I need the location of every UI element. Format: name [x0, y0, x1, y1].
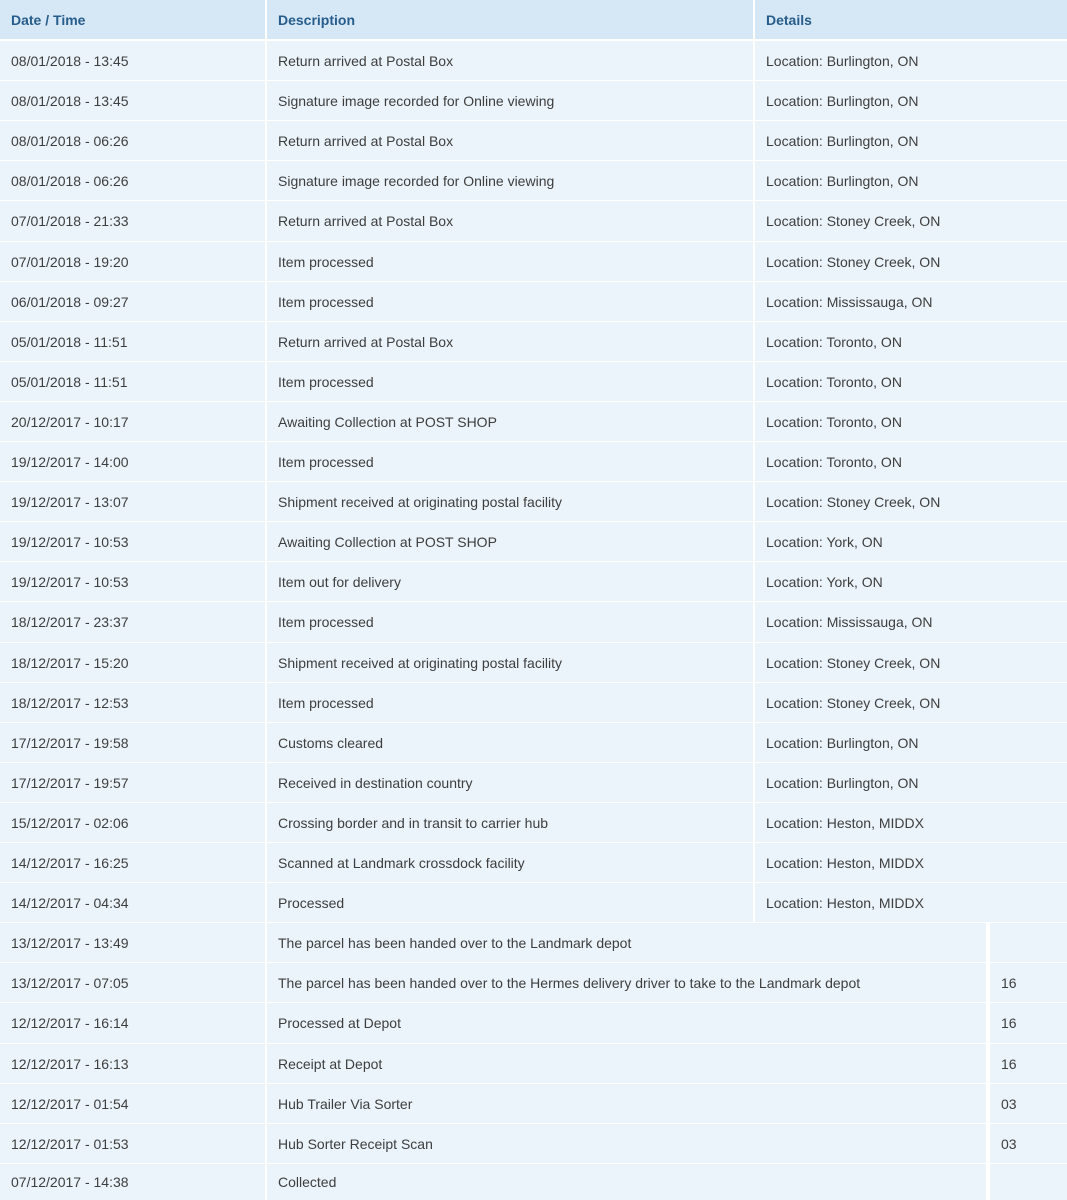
- event-details: Location: Toronto, ON: [755, 361, 1067, 401]
- event-description: Return arrived at Postal Box: [267, 321, 755, 361]
- event-details: 16: [988, 962, 1067, 1002]
- event-details: Location: Stoney Creek, ON: [755, 682, 1067, 722]
- event-datetime: 19/12/2017 - 10:53: [0, 521, 267, 561]
- event-datetime: 18/12/2017 - 12:53: [0, 682, 267, 722]
- event-description: Shipment received at originating postal facility: [267, 642, 755, 682]
- table-row: [0, 601, 1067, 642]
- event-details: [988, 922, 1067, 962]
- event-details: Location: Mississauga, ON: [755, 281, 1067, 321]
- event-details: 03: [988, 1083, 1067, 1123]
- event-details: Location: York, ON: [755, 521, 1067, 561]
- event-description: Item processed: [267, 241, 755, 281]
- event-details: Location: Burlington, ON: [755, 40, 1067, 80]
- event-description: Customs cleared: [267, 722, 755, 762]
- event-description: Item processed: [267, 601, 755, 642]
- event-datetime: 15/12/2017 - 02:06: [0, 802, 267, 842]
- event-details: Location: Stoney Creek, ON: [755, 241, 1067, 281]
- event-datetime: 18/12/2017 - 15:20: [0, 642, 267, 682]
- event-datetime: 07/12/2017 - 14:38: [0, 1163, 267, 1200]
- event-description: Return arrived at Postal Box: [267, 200, 755, 241]
- event-details: Location: Burlington, ON: [755, 160, 1067, 200]
- event-description: Scanned at Landmark crossdock facility: [267, 842, 755, 882]
- event-datetime: 12/12/2017 - 16:14: [0, 1002, 267, 1043]
- table-row: [0, 561, 1067, 601]
- table-row: [0, 1083, 1067, 1123]
- event-details: Location: Burlington, ON: [755, 80, 1067, 120]
- event-details: Location: Stoney Creek, ON: [755, 200, 1067, 241]
- table-row: [0, 521, 1067, 561]
- event-datetime: 08/01/2018 - 13:45: [0, 80, 267, 120]
- event-datetime: 14/12/2017 - 04:34: [0, 882, 267, 922]
- table-row: [0, 922, 1067, 962]
- event-description: Hub Sorter Receipt Scan: [267, 1123, 988, 1163]
- event-datetime: 18/12/2017 - 23:37: [0, 601, 267, 642]
- table-row: [0, 321, 1067, 361]
- event-details: Location: Heston, MIDDX: [755, 842, 1067, 882]
- event-description: Item processed: [267, 361, 755, 401]
- event-datetime: 13/12/2017 - 13:49: [0, 922, 267, 962]
- event-description: Item processed: [267, 281, 755, 321]
- event-datetime: 20/12/2017 - 10:17: [0, 401, 267, 441]
- table-row: [0, 281, 1067, 321]
- event-details: [988, 1163, 1067, 1200]
- table-row: [0, 1002, 1067, 1043]
- event-details: Location: Heston, MIDDX: [755, 882, 1067, 922]
- table-row: [0, 120, 1067, 160]
- column-header-datetime: Date / Time: [0, 0, 267, 40]
- event-description: Awaiting Collection at POST SHOP: [267, 401, 755, 441]
- event-details: Location: Heston, MIDDX: [755, 802, 1067, 842]
- table-row: [0, 200, 1067, 241]
- event-details: Location: Toronto, ON: [755, 401, 1067, 441]
- event-datetime: 05/01/2018 - 11:51: [0, 361, 267, 401]
- event-datetime: 17/12/2017 - 19:57: [0, 762, 267, 802]
- event-description: Processed: [267, 882, 755, 922]
- event-details: Location: Burlington, ON: [755, 120, 1067, 160]
- table-header-row: [0, 0, 1067, 40]
- event-datetime: 13/12/2017 - 07:05: [0, 962, 267, 1002]
- event-datetime: 19/12/2017 - 13:07: [0, 481, 267, 521]
- event-description: Shipment received at originating postal facility: [267, 481, 755, 521]
- event-datetime: 14/12/2017 - 16:25: [0, 842, 267, 882]
- table-row: [0, 401, 1067, 441]
- column-header-description: Description: [267, 0, 755, 40]
- event-details: Location: Toronto, ON: [755, 321, 1067, 361]
- event-datetime: 19/12/2017 - 10:53: [0, 561, 267, 601]
- table-row: [0, 160, 1067, 200]
- table-row: [0, 642, 1067, 682]
- event-description: Item processed: [267, 441, 755, 481]
- table-row: [0, 241, 1067, 281]
- event-details: Location: Burlington, ON: [755, 762, 1067, 802]
- event-datetime: 19/12/2017 - 14:00: [0, 441, 267, 481]
- event-description: Awaiting Collection at POST SHOP: [267, 521, 755, 561]
- table-row: [0, 882, 1067, 922]
- event-description: Signature image recorded for Online viewing: [267, 160, 755, 200]
- column-header-details: Details: [755, 0, 1067, 40]
- table-row: [0, 441, 1067, 481]
- table-row: [0, 1163, 1067, 1200]
- event-datetime: 17/12/2017 - 19:58: [0, 722, 267, 762]
- event-description: Processed at Depot: [267, 1002, 988, 1043]
- table-row: [0, 481, 1067, 521]
- event-description: Received in destination country: [267, 762, 755, 802]
- event-details: Location: York, ON: [755, 561, 1067, 601]
- event-description: The parcel has been handed over to the Landmark depot: [267, 922, 988, 962]
- table-row: [0, 1043, 1067, 1083]
- table-row: [0, 1123, 1067, 1163]
- event-datetime: 07/01/2018 - 21:33: [0, 200, 267, 241]
- table-row: [0, 361, 1067, 401]
- event-details: 03: [988, 1123, 1067, 1163]
- event-description: Signature image recorded for Online viewing: [267, 80, 755, 120]
- event-details: Location: Stoney Creek, ON: [755, 481, 1067, 521]
- event-details: Location: Stoney Creek, ON: [755, 642, 1067, 682]
- event-details: 16: [988, 1043, 1067, 1083]
- event-datetime: 06/01/2018 - 09:27: [0, 281, 267, 321]
- table-row: [0, 80, 1067, 120]
- table-row: [0, 762, 1067, 802]
- event-description: Collected: [267, 1163, 988, 1200]
- table-row: [0, 842, 1067, 882]
- event-details: Location: Burlington, ON: [755, 722, 1067, 762]
- event-datetime: 12/12/2017 - 01:54: [0, 1083, 267, 1123]
- table-row: [0, 40, 1067, 80]
- event-details: Location: Toronto, ON: [755, 441, 1067, 481]
- event-datetime: 12/12/2017 - 16:13: [0, 1043, 267, 1083]
- event-description: Crossing border and in transit to carrier hub: [267, 802, 755, 842]
- event-datetime: 07/01/2018 - 19:20: [0, 241, 267, 281]
- event-description: Item processed: [267, 682, 755, 722]
- event-description: Item out for delivery: [267, 561, 755, 601]
- event-description: The parcel has been handed over to the Hermes delivery driver to take to the Landmark depot: [267, 962, 988, 1002]
- table-row: [0, 962, 1067, 1002]
- event-description: Return arrived at Postal Box: [267, 120, 755, 160]
- event-description: Hub Trailer Via Sorter: [267, 1083, 988, 1123]
- event-description: Receipt at Depot: [267, 1043, 988, 1083]
- event-datetime: 12/12/2017 - 01:53: [0, 1123, 267, 1163]
- event-datetime: 08/01/2018 - 06:26: [0, 160, 267, 200]
- event-datetime: 08/01/2018 - 06:26: [0, 120, 267, 160]
- table-row: [0, 802, 1067, 842]
- table-row: [0, 682, 1067, 722]
- table-row: [0, 722, 1067, 762]
- event-description: Return arrived at Postal Box: [267, 40, 755, 80]
- event-details: 16: [988, 1002, 1067, 1043]
- event-datetime: 05/01/2018 - 11:51: [0, 321, 267, 361]
- event-datetime: 08/01/2018 - 13:45: [0, 40, 267, 80]
- event-details: Location: Mississauga, ON: [755, 601, 1067, 642]
